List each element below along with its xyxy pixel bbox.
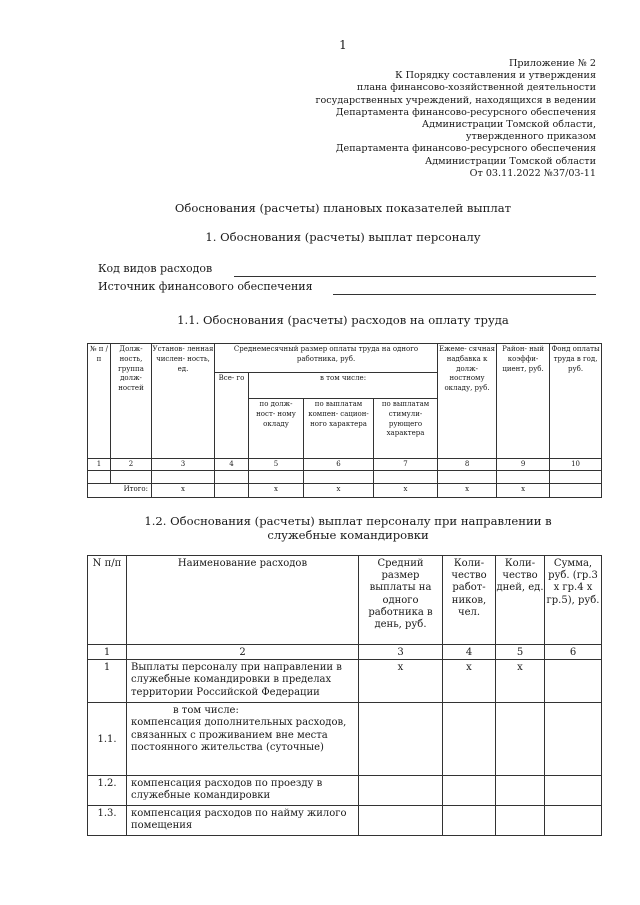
empty-cell [359, 703, 443, 776]
table-row [88, 660, 602, 703]
header-num: N п/п [88, 556, 127, 645]
col-number: 3 [152, 459, 215, 471]
col-number: 6 [304, 459, 374, 471]
col-number: 4 [443, 645, 496, 660]
col-number: 10 [550, 459, 602, 471]
header-name: Наименование расходов [127, 556, 359, 645]
business-trip-table [87, 555, 602, 836]
header-position: Долж- ность, группа долж- ностей [111, 344, 152, 459]
row-name: Выплаты персоналу при направлении в служебные командировки в пределах территории Российской Федерации [127, 660, 359, 703]
table-row [88, 806, 602, 836]
page-number: 1 [339, 38, 347, 52]
col-number: 6 [545, 645, 602, 660]
x-mark: х [438, 484, 497, 498]
col-number: 9 [497, 459, 550, 471]
column-number-row [88, 645, 602, 660]
empty-cell [215, 471, 249, 484]
empty-cell [359, 806, 443, 836]
appendix-line: государственных учреждений, находящихся в ведении [315, 94, 596, 106]
section-1-2-title: 1.2. Обоснования (расчеты) выплат персоналу при направлении в служебные командировки [144, 514, 552, 542]
row-number: 1.2. [88, 776, 127, 806]
header-regional: Район- ный коэффи- циент, руб. [497, 344, 550, 459]
header-sum: Сумма, руб. (гр.3 х гр.4 х гр.5), руб. [545, 556, 602, 645]
header-avg-salary: Среднемесячный размер оплаты труда на одного работника, руб. [215, 344, 438, 373]
funding-source-line [333, 294, 596, 295]
empty-cell [545, 776, 602, 806]
col-number: 8 [438, 459, 497, 471]
document-title: Обоснования (расчеты) плановых показателей выплат [174, 201, 512, 215]
column-number-row [88, 459, 602, 471]
x-mark: х [443, 660, 496, 703]
header-total: Все- го [215, 373, 249, 459]
appendix-line: Приложение № 2 [508, 58, 596, 69]
row-name: компенсация расходов по проезду в служебные командировки [127, 776, 359, 806]
table-row [88, 703, 602, 776]
funding-source-label: Источник финансового обеспечения [98, 280, 313, 293]
empty-cell [152, 471, 215, 484]
col-number: 1 [88, 645, 127, 660]
appendix-line: Администрации Томской области, [421, 119, 596, 131]
appendix-line: утвержденного приказом [465, 131, 596, 143]
total-label: Итого: [88, 484, 152, 498]
empty-cell [359, 776, 443, 806]
section-1-1-title: 1.1. Обоснования (расчеты) расходов на оплату труда [177, 313, 509, 327]
appendix-line: Департамента финансово-ресурсного обеспечения [335, 106, 596, 118]
total-row [88, 484, 602, 498]
x-mark: х [374, 484, 438, 498]
expense-code-label: Код видов расходов [98, 262, 213, 275]
empty-cell [88, 471, 111, 484]
empty-cell [438, 471, 497, 484]
col-number: 1 [88, 459, 111, 471]
header-days: Коли- чество дней, ед. [496, 556, 545, 645]
row-name: компенсация дополнительных расходов, связанных с проживанием вне места постоянного жительства (суточные) [131, 717, 347, 753]
header-incl: в том числе: [249, 373, 438, 399]
row-name: компенсация расходов по найму жилого помещения [127, 806, 359, 836]
header-staff: Установ- ленная числен- ность, ед. [152, 344, 215, 459]
empty-cell [497, 471, 550, 484]
header-by-salary: по долж- ност- ному окладу [249, 399, 304, 459]
x-mark: х [152, 484, 215, 498]
empty-cell [215, 484, 249, 498]
payroll-table [87, 343, 602, 498]
x-mark: х [249, 484, 304, 498]
header-num: № п / п [88, 344, 111, 459]
x-mark: х [496, 660, 545, 703]
appendix-line: Департамента финансово-ресурсного обеспечения [335, 143, 596, 155]
empty-cell [496, 703, 545, 776]
x-mark: х [304, 484, 374, 498]
appendix-line: От 03.11.2022 №37/03-11 [469, 167, 596, 179]
col-number: 4 [215, 459, 249, 471]
section-1-title: 1. Обоснования (расчеты) выплат персоналу [205, 230, 481, 244]
empty-cell [304, 471, 374, 484]
expense-code-line [234, 276, 596, 277]
empty-cell [443, 703, 496, 776]
empty-cell [550, 484, 602, 498]
empty-cell [496, 806, 545, 836]
col-number: 3 [359, 645, 443, 660]
header-workers: Коли- чество работ- ников, чел. [443, 556, 496, 645]
row-name-cell [127, 703, 359, 776]
appendix-line: плана финансово-хозяйственной деятельности [356, 82, 596, 94]
empty-cell [545, 806, 602, 836]
empty-cell [496, 776, 545, 806]
row-number: 1.3. [88, 806, 127, 836]
row-number: 1 [88, 660, 127, 703]
appendix-line: К Порядку составления и утверждения [395, 70, 596, 82]
header-by-incent: по выплатам стимули- рующего характера [374, 399, 438, 459]
header-avg: Средний размер выплаты на одного работника в день, руб. [359, 556, 443, 645]
empty-cell [443, 806, 496, 836]
header-monthly-bonus: Ежеме- сячная надбавка к долж- ностному окладу, руб. [438, 344, 497, 459]
header-by-comp: по выплатам компен- сацион- ного характера [304, 399, 374, 459]
appendix-block [296, 58, 596, 180]
empty-cell [111, 471, 152, 484]
table-row [88, 776, 602, 806]
row-number: 1.1. [88, 703, 127, 776]
col-number: 5 [496, 645, 545, 660]
x-mark: х [497, 484, 550, 498]
appendix-line: Администрации Томской области [424, 155, 596, 167]
col-number: 2 [127, 645, 359, 660]
empty-cell [550, 471, 602, 484]
empty-cell [545, 660, 602, 703]
empty-cell [249, 471, 304, 484]
col-number: 5 [249, 459, 304, 471]
col-number: 7 [374, 459, 438, 471]
x-mark: х [359, 660, 443, 703]
empty-cell [443, 776, 496, 806]
empty-cell [545, 703, 602, 776]
col-number: 2 [111, 459, 152, 471]
incl-label: в том числе: [173, 705, 239, 717]
empty-cell [374, 471, 438, 484]
header-fund: Фонд оплаты труда в год, руб. [550, 344, 602, 459]
empty-row [88, 471, 602, 484]
